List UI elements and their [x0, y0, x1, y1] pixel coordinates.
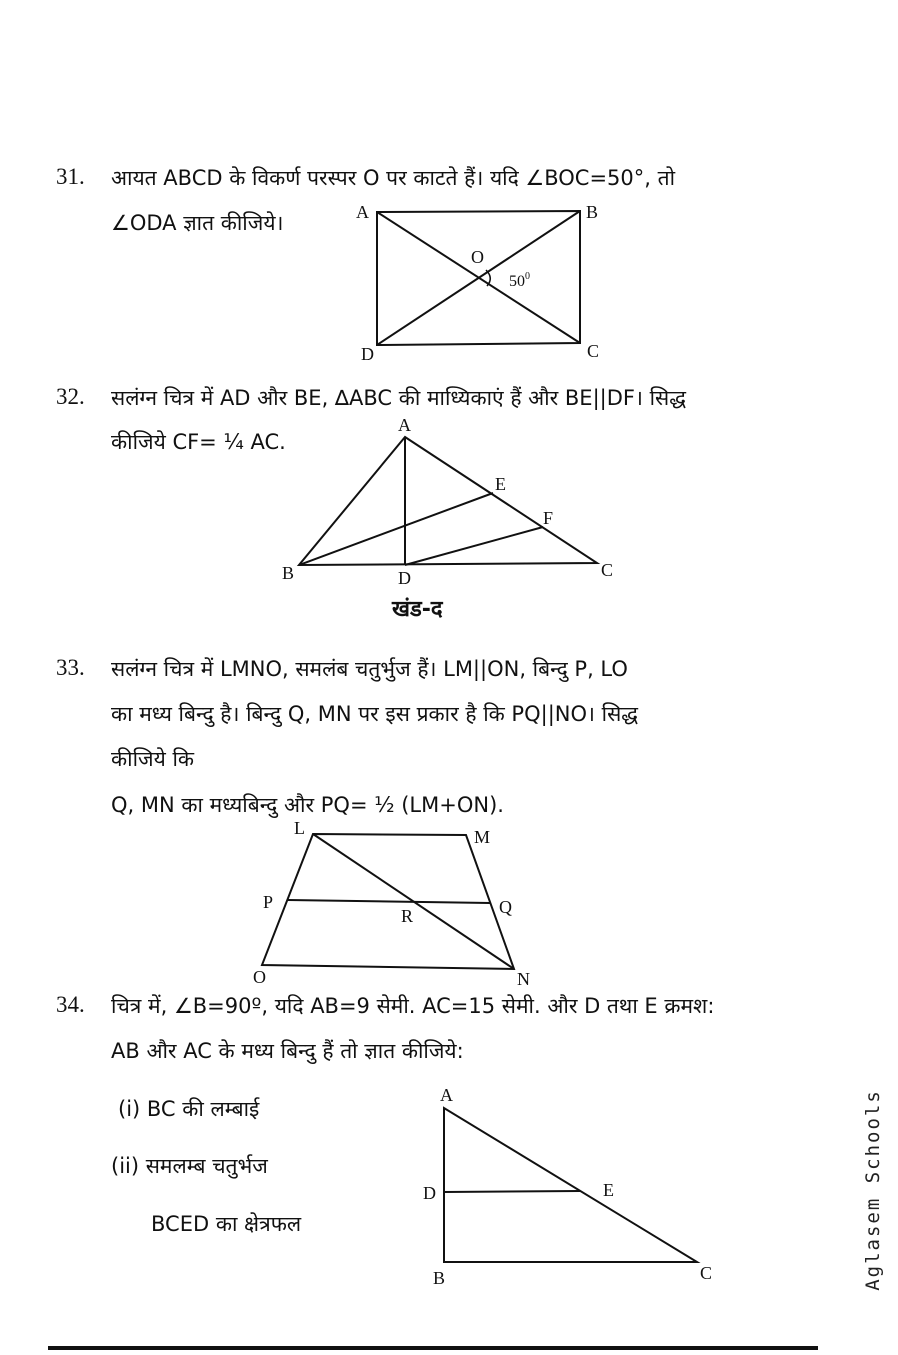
q33-line4: Q, MN का मध्यबिन्दु और PQ= ½ (LM+ON). [111, 793, 504, 817]
q31-line2: ∠ODA ज्ञात कीजिये। [111, 211, 284, 235]
q34-part2-cont: BCED का क्षेत्रफल [151, 1212, 302, 1236]
q34-line2: AB और AC के मध्य बिन्दु हैं तो ज्ञात कीजिये: [111, 1039, 464, 1063]
label-o: O [471, 247, 484, 267]
label-a: A [356, 202, 369, 222]
q32-line2: कीजिये CF= ¼ AC. [111, 430, 286, 454]
label-f: F [543, 508, 554, 528]
q31-line1: आयत ABCD के विकर्ण परस्पर O पर काटते हैं। यदि ∠BOC=50°, तो [111, 166, 676, 190]
q34-line1: चित्र में, ∠B=90º, यदि AB=9 सेमी. AC=15 सेमी. और D तथा E क्रमश: [111, 994, 715, 1018]
label-a: A [398, 415, 411, 435]
triangle-abc [444, 1108, 697, 1262]
label-q: Q [499, 897, 512, 917]
label-a: A [440, 1085, 453, 1105]
label-d: D [423, 1183, 436, 1203]
label-c: C [587, 341, 600, 361]
q32-number: 32. [56, 384, 85, 409]
segment-de [444, 1191, 580, 1192]
q33-line3: कीजिये कि [111, 747, 195, 771]
label-p: P [263, 892, 274, 912]
label-o: O [253, 967, 266, 987]
label-d: D [361, 344, 374, 364]
label-c: C [700, 1263, 713, 1283]
q34-number: 34. [56, 992, 85, 1017]
q33-number: 33. [56, 655, 85, 680]
label-m: M [474, 827, 491, 847]
q31-number: 31. [56, 164, 85, 189]
q32-line1: सलंग्न चित्र में AD और BE, ∆ABC की माध्यिकाएं हैं और BE||DF। सिद्ध [111, 386, 687, 410]
bottom-rule [48, 1346, 818, 1350]
label-b: B [282, 563, 295, 583]
label-c: C [601, 560, 614, 580]
label-e: E [495, 474, 506, 494]
q33-line1-text: सलंग्न चित्र में LMNO, समलंब चतुर्भुज हैं। LM||ON, बिन्दु P, LO [111, 657, 628, 681]
label-d: D [398, 568, 411, 588]
label-r: R [401, 906, 414, 926]
q33-line2: का मध्य बिन्दु है। बिन्दु Q, MN पर इस प्रकार है कि PQ||NO। सिद्ध [111, 702, 639, 726]
section-title: खंड-द [392, 597, 443, 622]
label-b: B [586, 202, 599, 222]
q34-part2: (ii) समलम्ब चतुर्भज [111, 1154, 268, 1178]
watermark: Aglasem Schools [862, 1089, 884, 1291]
label-n: N [517, 969, 530, 989]
angle-degree: 0 [525, 271, 530, 282]
label-e: E [603, 1180, 614, 1200]
label-l: L [294, 818, 305, 838]
label-b: B [433, 1268, 446, 1288]
q34-part1: (i) BC की लम्बाई [118, 1097, 260, 1121]
angle-value: 50 [509, 273, 525, 290]
